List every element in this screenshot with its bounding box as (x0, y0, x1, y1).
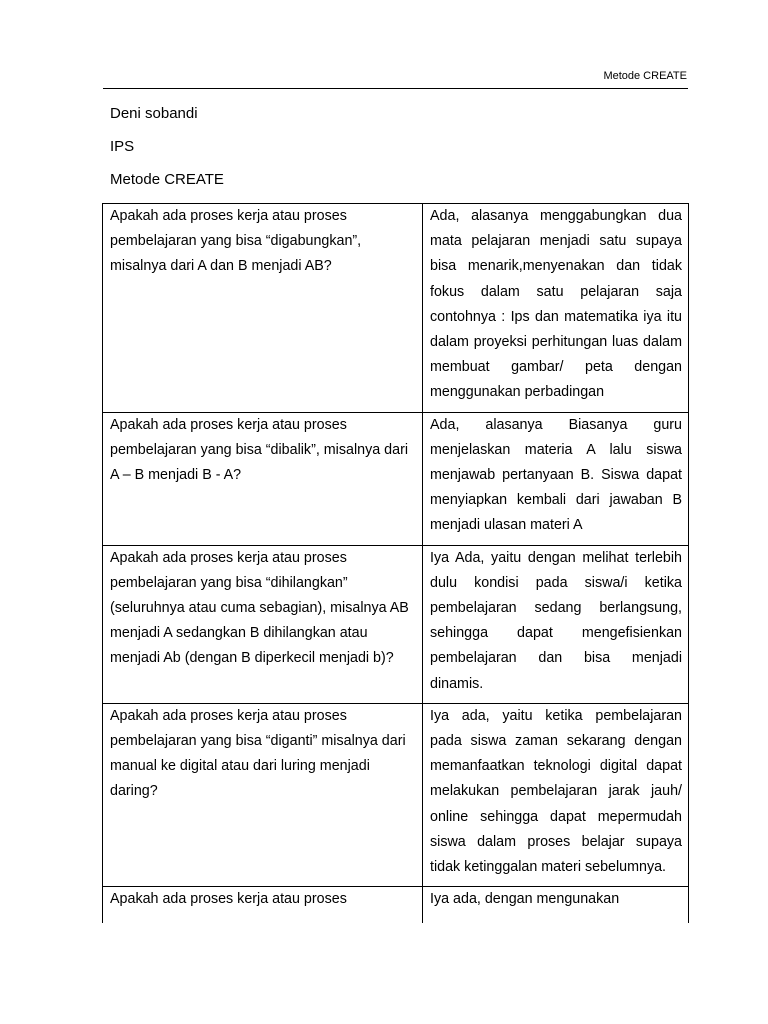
answer-cell: Iya ada, dengan mengunakan (423, 887, 689, 924)
question-answer-table-wrapper (102, 203, 690, 934)
table-row (103, 545, 689, 703)
table-row (103, 703, 689, 886)
answer-cell: Iya ada, yaitu ketika pembelajaran pada siswa zaman sekarang dengan memanfaatkan teknologi digital dapat melakukan pembelajaran jarak jauh/ online sehingga dapat mepermudah siswa dalam proses belajar supaya tidak ketinggalan materi sebelumnya. (423, 703, 689, 886)
question-cell: Apakah ada proses kerja atau proses (103, 887, 423, 924)
method-title: Metode CREATE (110, 171, 224, 188)
answer-cell: Iya Ada, yaitu dengan melihat terlebih dulu kondisi pada siswa/i ketika pembelajaran sedang berlangsung, sehingga dapat mengefisienkan pembelajaran dan bisa menjadi dinamis. (423, 545, 689, 703)
running-header: Metode CREATE (603, 70, 687, 82)
table-row (103, 887, 689, 924)
question-cell: Apakah ada proses kerja atau proses pembelajaran yang bisa “dihilangkan” (seluruhnya atau cuma sebagian), misalnya AB menjadi A sedangkan B dihilangkan atau menjadi Ab (dengan B diperkecil menjadi b)? (103, 545, 423, 703)
header-divider (103, 88, 688, 89)
question-cell: Apakah ada proses kerja atau proses pembelajaran yang bisa “dibalik”, misalnya dari A – B menjadi B - A? (103, 412, 423, 545)
author-name: Deni sobandi (110, 105, 198, 122)
answer-cell: Ada, alasanya menggabungkan dua mata pelajaran menjadi satu supaya bisa menarik,menyenakan dan tidak fokus dalam satu pelajaran saja contohnya : Ips dan matematika iya itu dalam proyeksi perhitungan luas dalam membuat gambar/ peta dengan menggunakan perbadingan (423, 204, 689, 413)
question-answer-table (102, 203, 689, 923)
answer-cell: Ada, alasanya Biasanya guru menjelaskan materia A lalu siswa menjawab pertanyaan B. Siswa dapat menyiapkan kembali dari jawaban B menjadi ulasan materi A (423, 412, 689, 545)
question-cell: Apakah ada proses kerja atau proses pembelajaran yang bisa “diganti” misalnya dari manual ke digital atau dari luring menjadi daring? (103, 703, 423, 886)
question-cell: Apakah ada proses kerja atau proses pembelajaran yang bisa “digabungkan”, misalnya dari A dan B menjadi AB? (103, 204, 423, 413)
subject-label: IPS (110, 138, 135, 155)
table-row (103, 412, 689, 545)
table-row (103, 204, 689, 413)
